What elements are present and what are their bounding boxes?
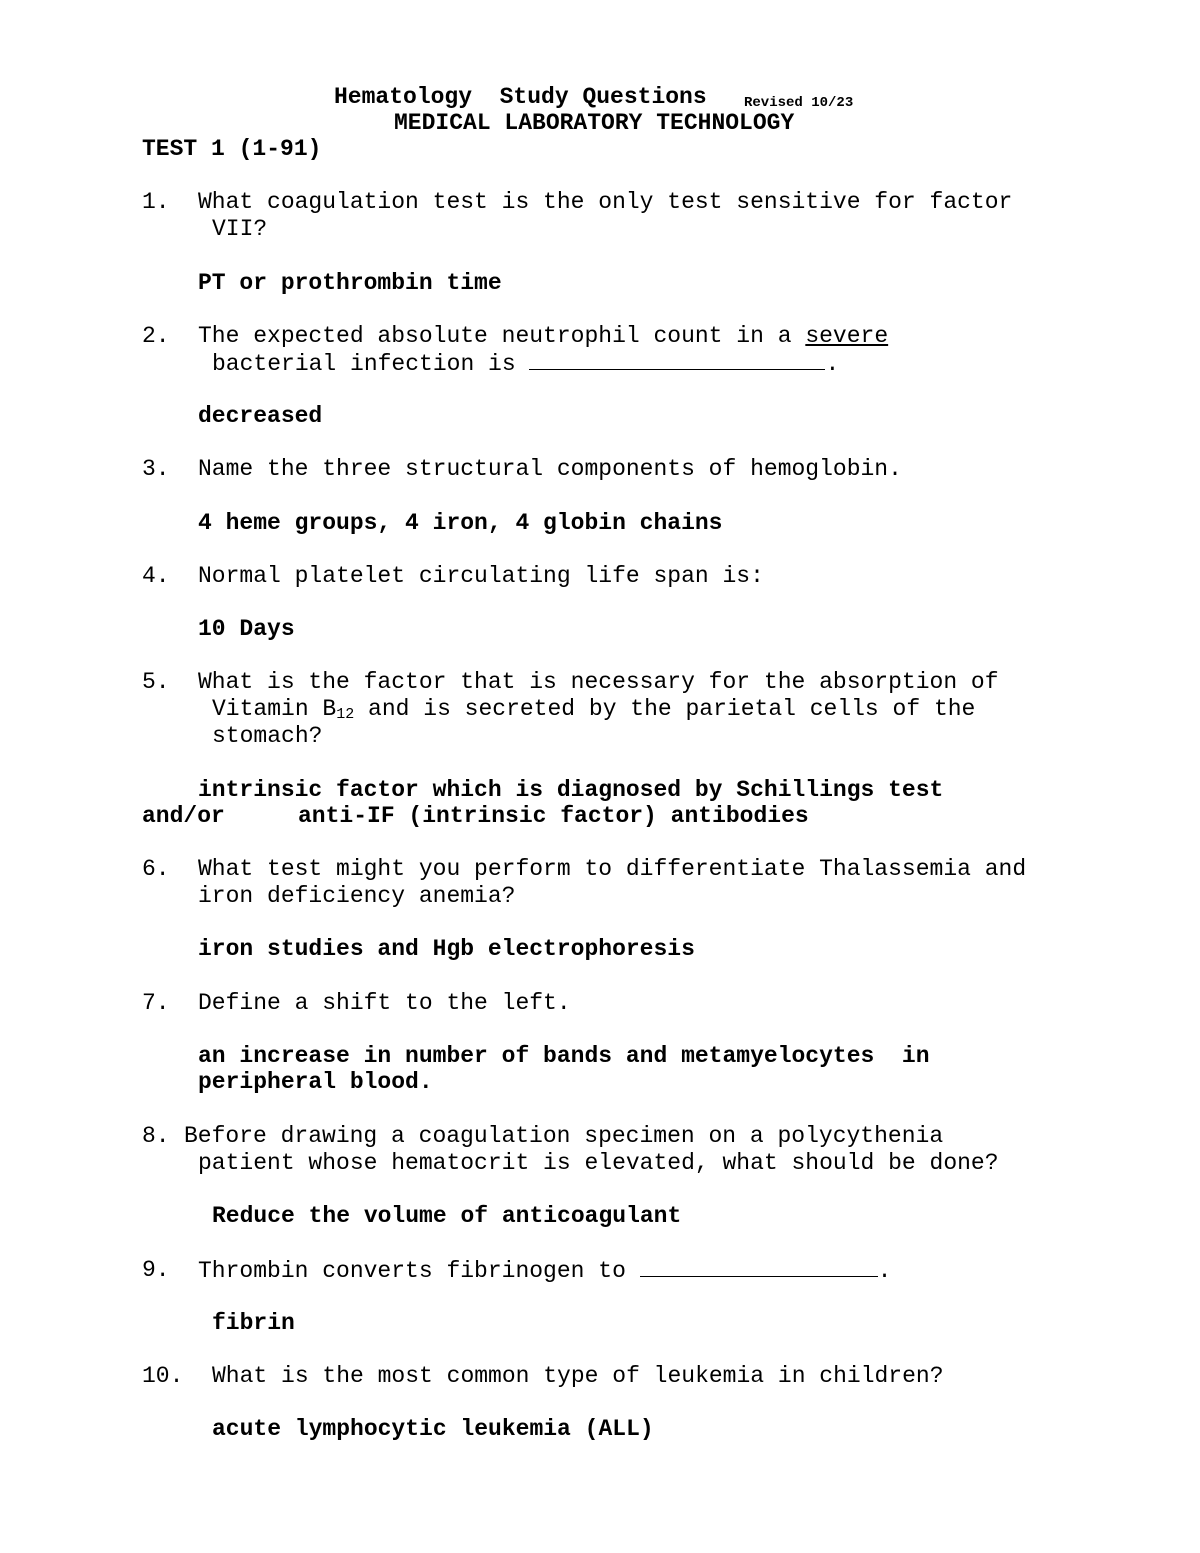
question-text: Name the three structural components of hemoglobin. bbox=[198, 456, 902, 482]
test-label: TEST 1 (1-91) bbox=[142, 136, 322, 162]
question-text: stomach? bbox=[212, 723, 323, 749]
question-text: bacterial infection is . bbox=[212, 351, 840, 377]
question-text: Vitamin $B_{12}$ and is secreted by the parietal cells of the bbox=[212, 696, 976, 723]
underlined-word: severe bbox=[805, 323, 889, 349]
question-text: Thrombin converts fibrinogen to . bbox=[198, 1258, 892, 1284]
answer-text: Reduce the volume of anticoagulant bbox=[212, 1203, 682, 1229]
answer-text: iron studies and Hgb electrophoresis bbox=[198, 936, 695, 962]
answer-text: an increase in number of bands and metamyelocytes in bbox=[198, 1043, 930, 1069]
answer-text: intrinsic factor which is diagnosed by Schillings test bbox=[198, 777, 944, 803]
question-number: 1. bbox=[142, 189, 170, 215]
question-text: VII? bbox=[212, 216, 268, 242]
question-number: 9. bbox=[142, 1257, 170, 1283]
question-text: Before drawing a coagulation specimen on a polycythenia bbox=[184, 1123, 944, 1149]
question-number: 4. bbox=[142, 563, 170, 589]
question-number: 2. bbox=[142, 323, 170, 349]
answer-text: peripheral blood. bbox=[198, 1069, 433, 1095]
question-number: 7. bbox=[142, 990, 170, 1016]
answer-text: decreased bbox=[198, 403, 323, 429]
question-text: What test might you perform to differentiate Thalassemia and bbox=[198, 856, 1027, 882]
question-number: 5. bbox=[142, 669, 170, 695]
document-title: Hematology Study Questions bbox=[334, 84, 707, 110]
question-number: 8. bbox=[142, 1123, 170, 1149]
document-subtitle: MEDICAL LABORATORY TECHNOLOGY bbox=[394, 110, 795, 136]
answer-blank bbox=[640, 1257, 878, 1277]
question-number: 3. bbox=[142, 456, 170, 482]
question-number: 10. bbox=[142, 1363, 184, 1389]
question-text: What coagulation test is the only test sensitive for factor bbox=[198, 189, 1013, 215]
answer-text: fibrin bbox=[212, 1310, 295, 1336]
question-text: iron deficiency anemia? bbox=[198, 883, 516, 909]
question-text: Define a shift to the left. bbox=[198, 990, 571, 1016]
answer-text: 4 heme groups, 4 iron, 4 globin chains bbox=[198, 510, 723, 536]
question-text: patient whose hematocrit is elevated, what should be done? bbox=[198, 1150, 999, 1176]
question-text: What is the most common type of leukemia in children? bbox=[212, 1363, 944, 1389]
question-number: 6. bbox=[142, 856, 170, 882]
revision-note: Revised 10/23 bbox=[744, 95, 854, 111]
question-text: Normal platelet circulating life span is: bbox=[198, 563, 764, 589]
answer-text: 10 Days bbox=[198, 616, 295, 642]
answer-text: and/or bbox=[142, 803, 225, 829]
answer-text: PT or prothrombin time bbox=[198, 270, 502, 296]
answer-text: acute lymphocytic leukemia (ALL) bbox=[212, 1416, 654, 1442]
question-text: What is the factor that is necessary for the absorption of bbox=[198, 669, 999, 695]
question-text: The expected absolute neutrophil count in a severe bbox=[198, 323, 889, 349]
answer-text: anti-IF (intrinsic factor) antibodies bbox=[298, 803, 809, 829]
answer-blank bbox=[529, 350, 825, 370]
